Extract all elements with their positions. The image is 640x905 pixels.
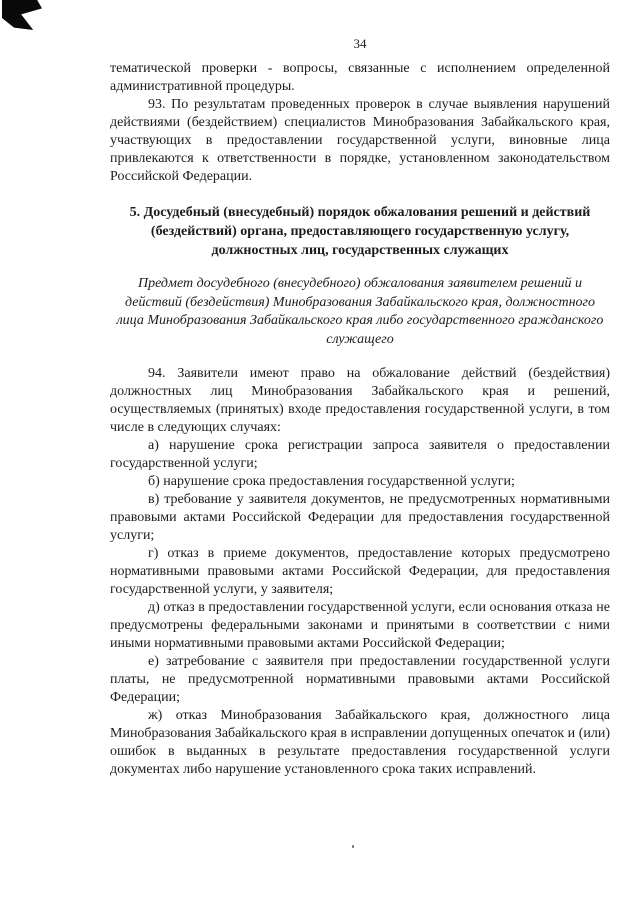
- page-number: 34: [353, 36, 367, 51]
- stray-mark: [352, 845, 354, 848]
- clause-d: д) отказ в предоставлении государственной услуги, если основания отказа не предусмотрены федеральными законами и принятыми в соответствии с ними иными нормативными правовыми актами Российской Федерации;: [110, 600, 610, 651]
- document-content: [110, 60, 610, 779]
- clause-v: в) требование у заявителя документов, не предусмотренных нормативными правовыми актами Российской Федерации для предоставления государственной услуги;: [110, 492, 610, 543]
- paragraph-94: 94. Заявители имеют право на обжалование действий (бездействия) должностных лиц Минобразования Забайкальского края и решений, осуществляемых (принятых) входе предоставления государственной услуги, в том числе в следующих случаях:: [110, 366, 610, 435]
- clause-b: б) нарушение срока предоставления государственной услуги;: [148, 474, 515, 489]
- scan-artifact-icon: [2, 0, 42, 30]
- section-heading: 5. Досудебный (внесудебный) порядок обжалования решений и действий (бездействий) органа, предоставляющего государственную услугу, должностных лиц, государственных служащих: [129, 205, 591, 258]
- subject-heading: Предмет досудебного (внесудебного) обжалования заявителем решений и действий (бездействия) Минобразования Забайкальского края, должностного лица Минобразования Забайкальского края либо государственного гражданского служащего: [116, 276, 604, 347]
- clause-zh: ж) отказ Минобразования Забайкальского края, должностного лица Минобразования Забайкальского края в исправлении допущенных опечаток и (или) ошибок в выданных в результате предоставления государственной услуги документах либо нарушение установленного срока таких исправлений.: [110, 708, 610, 777]
- paragraph-continuation: тематической проверки - вопросы, связанные с исполнением определенной административной процедуры.: [110, 61, 610, 94]
- clause-e: е) затребование с заявителя при предоставлении государственной услуги платы, не предусмотренной нормативными правовыми актами Российской Федерации;: [110, 654, 610, 705]
- paragraph-93: 93. По результатам проведенных проверок в случае выявления нарушений действиями (бездействием) специалистов Минобразования Забайкальского края, участвующих в предоставлении государственной услуги, виновные лица привлекаются к ответственности в порядке, установленном законодательством Российской Федерации.: [110, 97, 610, 184]
- clause-g: г) отказ в приеме документов, предоставление которых предусмотрено нормативными правовыми актами Российской Федерации, для предоставления государственной услуги, у заявителя;: [110, 546, 610, 597]
- clause-a: а) нарушение срока регистрации запроса заявителя о предоставлении государственной услуги;: [110, 438, 610, 471]
